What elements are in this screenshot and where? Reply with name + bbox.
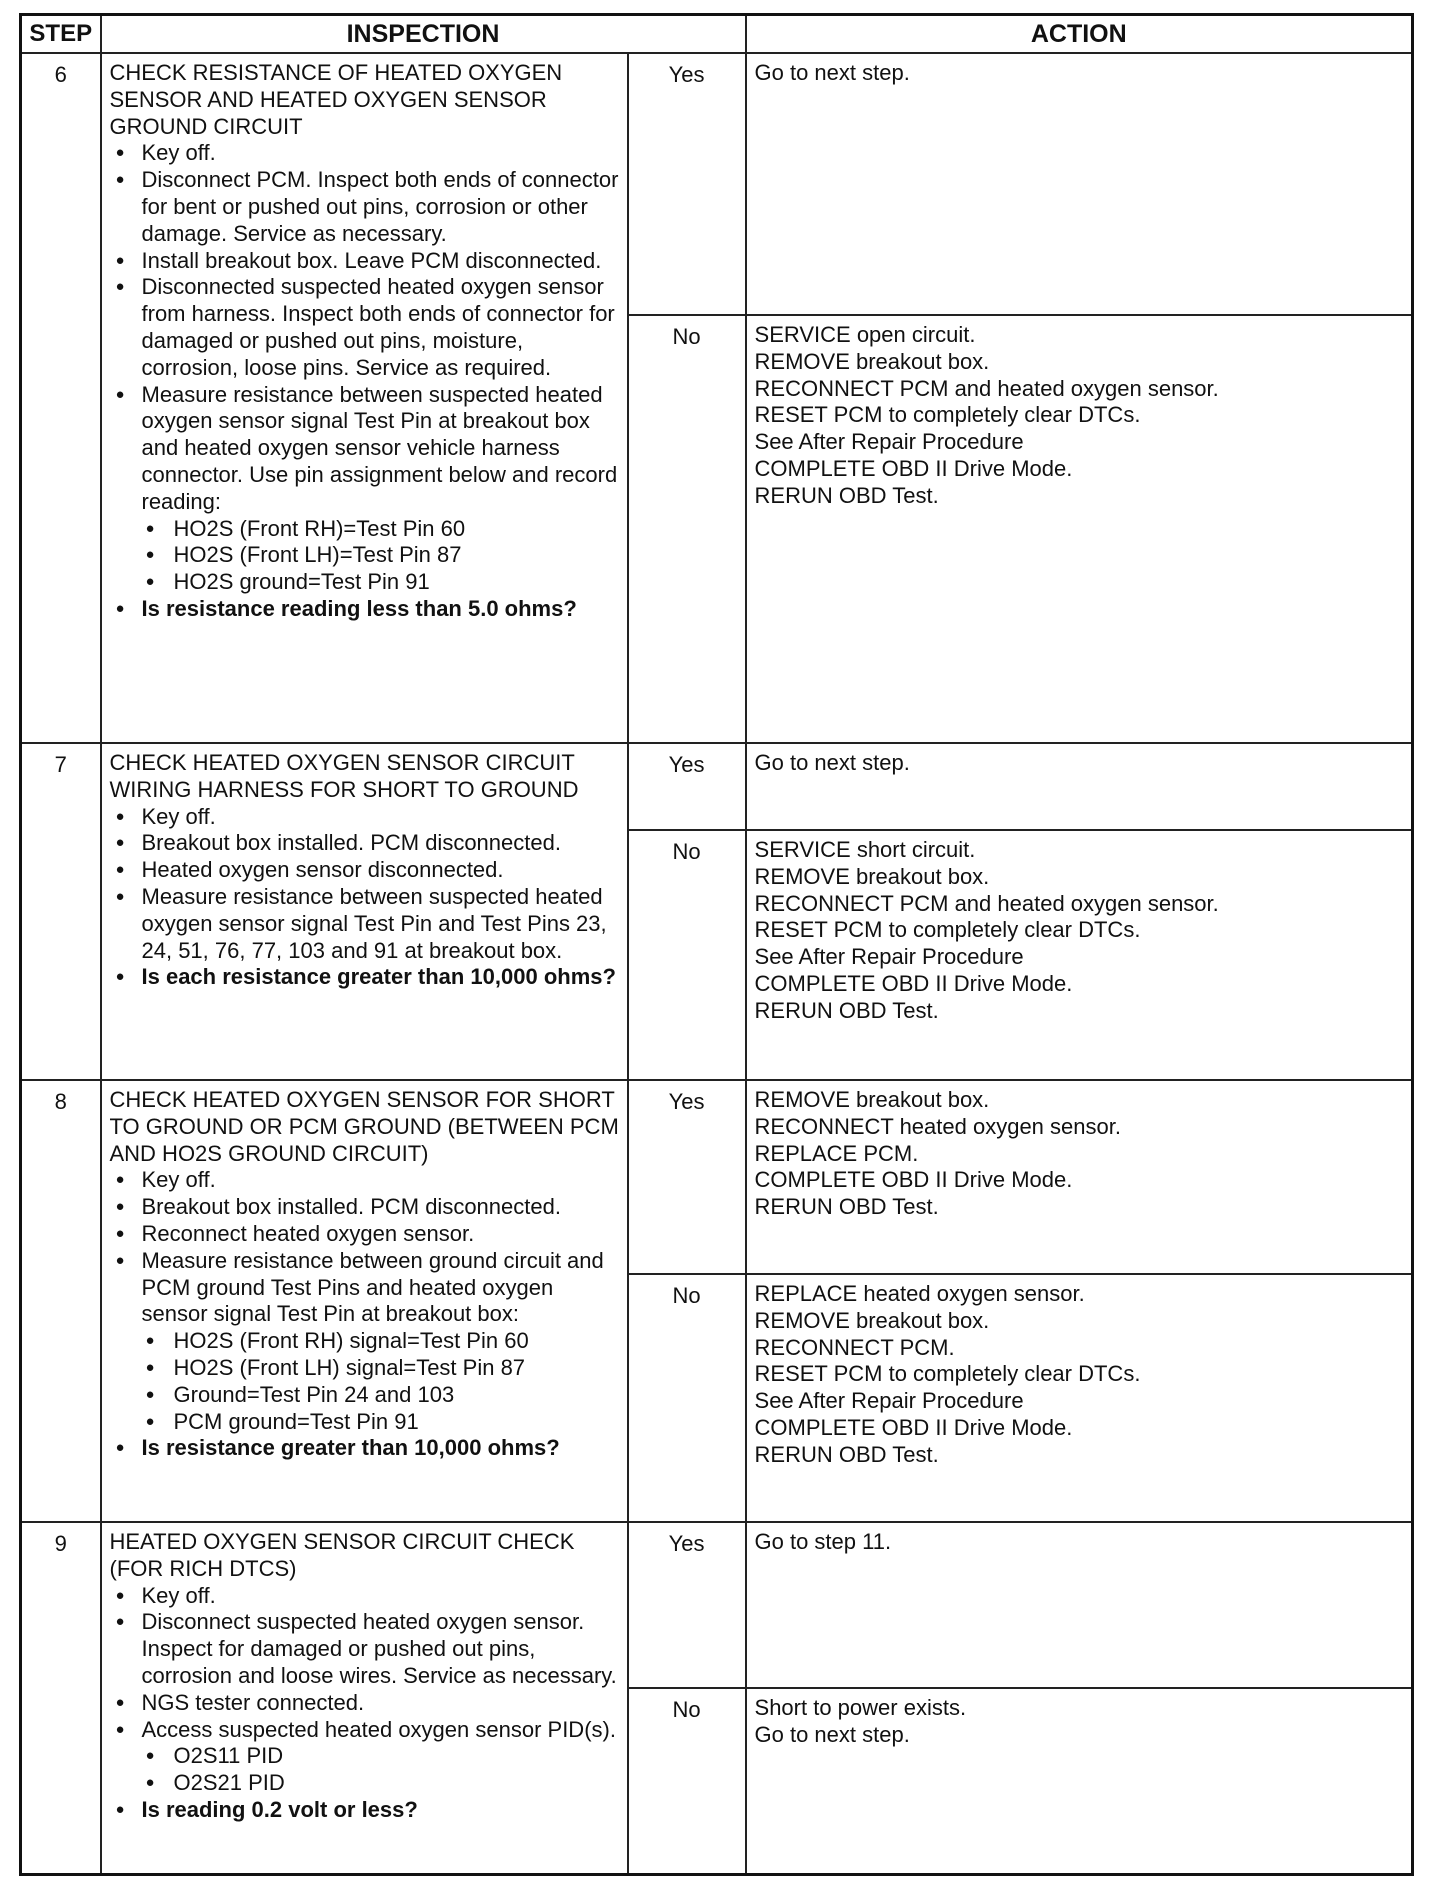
action-line: RERUN OBD Test. — [754, 1441, 939, 1467]
action-line: RECONNECT PCM and heated oxygen sensor. — [754, 375, 1219, 401]
bullet-item: ● Disconnect suspected heated oxygen sensor. Inspect for damaged or pushed out pins, corrosion and loose wires. Service as necessary. — [110, 1609, 621, 1689]
step-number: 9 — [21, 1522, 101, 1874]
action-no — [746, 1274, 1413, 1522]
inspection-header: INSPECTION — [101, 15, 746, 54]
pin-item: ● PCM ground=Test Pin 91 — [142, 1409, 621, 1436]
bullet-item: ● Breakout box installed. PCM disconnected. — [110, 1194, 621, 1221]
bullet-item: ● Disconnected suspected heated oxygen sensor from harness. Inspect both ends of connector for damaged or pushed out pins, moisture, corrosion, loose pins. Service as required. — [110, 274, 621, 381]
step-header: STEP — [21, 15, 101, 54]
action-line: REMOVE breakout box. — [754, 348, 990, 374]
inspection-cell — [101, 743, 628, 1080]
bullet-item — [110, 1717, 621, 1797]
action-yes — [746, 1522, 1413, 1688]
bullet-item — [110, 382, 621, 596]
pin-item: ● HO2S (Front LH) signal=Test Pin 87 — [142, 1355, 621, 1382]
diagnostic-table-page — [19, 13, 1411, 1876]
action-line: RERUN OBD Test. — [754, 1194, 939, 1220]
step-number: 6 — [21, 53, 101, 743]
bullet-text: Measure resistance between ground circuit and PCM ground Test Pins and heated oxygen sensor signal Test Pin at breakout box: — [141, 1247, 604, 1327]
bullet-item: ● Key off. — [110, 140, 621, 167]
inspection-title: HEATED OXYGEN SENSOR CIRCUIT CHECK (FOR RICH DTCS) — [109, 1529, 575, 1581]
action-no — [746, 830, 1413, 1080]
action-line: RESET PCM to completely clear DTCs. — [754, 1361, 1141, 1387]
inspection-question: ● Is each resistance greater than 10,000 ohms? — [110, 964, 621, 991]
answer-yes: Yes — [628, 53, 746, 315]
action-line: REPLACE heated oxygen sensor. — [754, 1281, 1085, 1306]
bullet-item: ● Install breakout box. Leave PCM disconnected. — [110, 248, 621, 275]
inspection-bullets — [110, 1583, 621, 1824]
inspection-bullets — [110, 1167, 621, 1462]
bullet-item: ● NGS tester connected. — [110, 1690, 621, 1717]
inspection-bullets — [110, 804, 621, 992]
answer-no: No — [628, 1688, 746, 1874]
bullet-item: ● Key off. — [110, 1167, 621, 1194]
action-line: Go to next step. — [754, 60, 910, 85]
action-line: REMOVE breakout box. — [754, 1087, 990, 1112]
inspection-question: ● Is resistance greater than 10,000 ohms? — [110, 1435, 621, 1462]
action-line: COMPLETE OBD II Drive Mode. — [754, 455, 1073, 481]
bullet-item: ● Heated oxygen sensor disconnected. — [110, 857, 621, 884]
action-line: SERVICE open circuit. — [754, 322, 976, 347]
pin-item: ● HO2S (Front RH) signal=Test Pin 60 — [142, 1328, 621, 1355]
diagnostic-table — [19, 13, 1414, 1876]
step-row-9-yes — [21, 1522, 1413, 1688]
action-line: RESET PCM to completely clear DTCs. — [754, 917, 1141, 943]
action-no — [746, 315, 1413, 743]
action-line: Go to next step. — [754, 1721, 910, 1747]
inspection-title: CHECK HEATED OXYGEN SENSOR FOR SHORT TO GROUND OR PCM GROUND (BETWEEN PCM AND HO2S GROUND CIRCUIT) — [109, 1087, 619, 1166]
bullet-item: ● Key off. — [110, 1583, 621, 1610]
action-header: ACTION — [746, 15, 1413, 54]
bullet-item: ● Key off. — [110, 804, 621, 831]
step-row-8-yes — [21, 1080, 1413, 1274]
action-yes — [746, 743, 1413, 830]
step-number: 7 — [21, 743, 101, 1080]
action-line: RERUN OBD Test. — [754, 482, 939, 508]
inspection-title: CHECK RESISTANCE OF HEATED OXYGEN SENSOR AND HEATED OXYGEN SENSOR GROUND CIRCUIT — [109, 60, 563, 139]
action-line: REPLACE PCM. — [754, 1140, 919, 1166]
inspection-cell — [101, 1080, 628, 1522]
header-row — [21, 15, 1413, 54]
action-line: REMOVE breakout box. — [754, 863, 990, 889]
action-yes — [746, 53, 1413, 315]
action-line: RERUN OBD Test. — [754, 997, 939, 1023]
bullet-text: Access suspected heated oxygen sensor PID(s). — [141, 1716, 616, 1742]
pin-list — [142, 516, 621, 596]
pin-item: ● HO2S ground=Test Pin 91 — [142, 569, 621, 596]
bullet-item: ● Breakout box installed. PCM disconnected. — [110, 830, 621, 857]
answer-yes: Yes — [628, 1522, 746, 1688]
action-line: Short to power exists. — [754, 1695, 967, 1720]
action-line: SERVICE short circuit. — [754, 837, 976, 862]
inspection-cell — [101, 1522, 628, 1874]
step-row-6-yes — [21, 53, 1413, 315]
action-line: See After Repair Procedure — [754, 944, 1024, 970]
bullet-item — [110, 1248, 621, 1436]
inspection-cell — [101, 53, 628, 743]
action-line: RESET PCM to completely clear DTCs. — [754, 402, 1141, 428]
bullet-item: ● Disconnect PCM. Inspect both ends of connector for bent or pushed out pins, corrosion or other damage. Service as necessary. — [110, 167, 621, 247]
action-no — [746, 1688, 1413, 1874]
bullet-item: ● Reconnect heated oxygen sensor. — [110, 1221, 621, 1248]
answer-yes: Yes — [628, 1080, 746, 1274]
inspection-title: CHECK HEATED OXYGEN SENSOR CIRCUIT WIRING HARNESS FOR SHORT TO GROUND — [109, 750, 579, 802]
action-line: RECONNECT PCM and heated oxygen sensor. — [754, 890, 1219, 916]
action-line: See After Repair Procedure — [754, 429, 1024, 455]
action-line: See After Repair Procedure — [754, 1388, 1024, 1414]
pid-list — [142, 1743, 621, 1797]
pid-item: ● O2S21 PID — [142, 1770, 621, 1797]
action-line: RECONNECT PCM. — [754, 1334, 955, 1360]
inspection-question: ● Is reading 0.2 volt or less? — [110, 1797, 621, 1824]
pid-item: ● O2S11 PID — [142, 1743, 621, 1770]
action-line: RECONNECT heated oxygen sensor. — [754, 1113, 1121, 1139]
answer-no: No — [628, 315, 746, 743]
inspection-question: ● Is resistance reading less than 5.0 ohms? — [110, 596, 621, 623]
step-number: 8 — [21, 1080, 101, 1522]
inspection-bullets — [110, 140, 621, 622]
action-line: COMPLETE OBD II Drive Mode. — [754, 970, 1073, 996]
pin-item: ● Ground=Test Pin 24 and 103 — [142, 1382, 621, 1409]
action-line: Go to next step. — [754, 750, 910, 775]
bullet-text: Measure resistance between suspected heated oxygen sensor signal Test Pin at breakout box and heated oxygen sensor vehicle harness connector. Use pin assignment below and record reading: — [141, 381, 618, 514]
action-line: Go to step 11. — [754, 1529, 892, 1554]
action-line: COMPLETE OBD II Drive Mode. — [754, 1414, 1073, 1440]
bullet-item: ● Measure resistance between suspected heated oxygen sensor signal Test Pin and Test Pins 23, 24, 51, 76, 77, 103 and 91 at breakout box. — [110, 884, 621, 964]
pin-item: ● HO2S (Front RH)=Test Pin 60 — [142, 516, 621, 543]
action-line: REMOVE breakout box. — [754, 1307, 990, 1333]
action-line: COMPLETE OBD II Drive Mode. — [754, 1167, 1073, 1193]
step-row-7-yes — [21, 743, 1413, 830]
action-yes — [746, 1080, 1413, 1274]
answer-yes: Yes — [628, 743, 746, 830]
pin-item: ● HO2S (Front LH)=Test Pin 87 — [142, 542, 621, 569]
pin-list — [142, 1328, 621, 1435]
answer-no: No — [628, 1274, 746, 1522]
answer-no: No — [628, 830, 746, 1080]
